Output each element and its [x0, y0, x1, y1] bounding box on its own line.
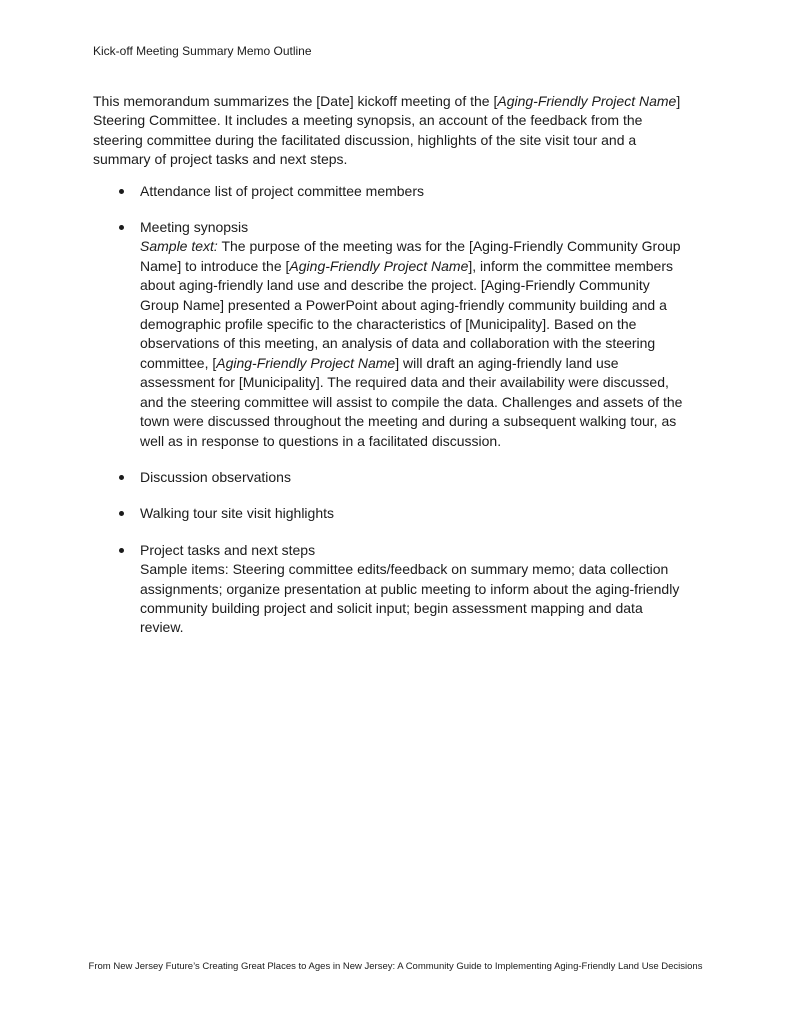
- bullet-marker: [119, 475, 124, 480]
- bullet-content: [140, 468, 743, 487]
- bullet-title: Meeting synopsis: [140, 219, 249, 236]
- text-run: Aging-Friendly Project Name: [289, 257, 469, 274]
- text-run: Aging-Friendly Project Name: [497, 93, 677, 109]
- text-run: Aging-Friendly Project Name: [216, 354, 396, 371]
- intro-paragraph: [93, 92, 743, 170]
- bullet-title: Project tasks and next steps: [140, 541, 316, 558]
- text-run: The purpose of the meeting was for the [Aging-Friendly Community Group: [217, 238, 681, 255]
- bullet-body-line: [140, 334, 743, 353]
- text-run: town were discussed throughout the meeting and during a subsequent walking tour, as: [140, 413, 677, 430]
- text-run: Name] to introduce the [: [140, 257, 290, 274]
- bullet-body-line: [140, 560, 743, 579]
- bullet-marker: [119, 189, 124, 194]
- intro-line: [93, 150, 743, 169]
- text-run: ], inform the committee members: [468, 257, 674, 274]
- bullet-title: Attendance list of project committee members: [140, 182, 425, 199]
- text-run: Steering Committee. It includes a meeting synopsis, an account of the feedback from the: [93, 112, 643, 129]
- intro-line: [93, 111, 743, 130]
- bullet-content: [140, 218, 743, 451]
- text-run: assignments; organize presentation at public meeting to inform about the aging-friendly: [140, 580, 680, 597]
- bullet-body-line: [140, 580, 743, 599]
- text-run: committee, [: [140, 354, 217, 371]
- bullet-body-line: [140, 237, 743, 256]
- bullet-body-line: [140, 373, 743, 392]
- text-run: This memorandum summarizes the [Date] kickoff meeting of the [: [93, 93, 498, 109]
- bullet-body-line: [140, 354, 743, 373]
- text-run: observations of this meeting, an analysis of data and collaboration with the steering: [140, 335, 656, 352]
- bullet-item: [93, 541, 743, 638]
- bullet-body-line: [140, 432, 743, 451]
- text-run: summary of project tasks and next steps.: [93, 151, 348, 168]
- bullet-item: [93, 218, 743, 451]
- bullet-content: [140, 504, 743, 523]
- bullet-item: [93, 468, 743, 487]
- text-run: ]: [676, 93, 681, 109]
- bullet-body-line: [140, 599, 743, 618]
- bullet-body-line: [140, 393, 743, 412]
- text-run: assessment for [Municipality]. The required data and their availability were discussed,: [140, 374, 669, 391]
- intro-line: [93, 92, 743, 111]
- text-run: ] will draft an aging-friendly land use: [395, 354, 619, 371]
- bullet-body-line: [140, 276, 743, 295]
- text-run: demographic profile specific to the characteristics of [Municipality]. Based on the: [140, 316, 637, 333]
- document-header-title: Kick-off Meeting Summary Memo Outline: [93, 44, 312, 58]
- bullet-content: [140, 182, 743, 201]
- text-run: Group Name] presented a PowerPoint about aging-friendly community building and a: [140, 296, 667, 313]
- intro-line: [93, 131, 743, 150]
- text-run: well as in response to questions in a facilitated discussion.: [140, 432, 502, 449]
- bullet-item: [93, 504, 743, 523]
- page-content: [93, 0, 743, 655]
- bullet-marker: [119, 548, 124, 553]
- text-run: community building project and solicit input; begin assessment mapping and data: [140, 599, 643, 616]
- bullet-body-line: [140, 412, 743, 431]
- text-run: and the steering committee will assist to compile the data. Challenges and assets of the: [140, 393, 683, 410]
- bullet-content: [140, 541, 743, 638]
- bullet-item: [93, 182, 743, 201]
- text-run: steering committee during the facilitated discussion, highlights of the site visit tour and a: [93, 131, 637, 148]
- bullet-body-line: [140, 257, 743, 276]
- text-run: Sample items: Steering committee edits/feedback on summary memo; data collection: [140, 561, 669, 578]
- bullet-body-line: [140, 618, 743, 637]
- bullet-list: [93, 182, 743, 638]
- text-run: about aging-friendly land use and describe the project. [Aging-Friendly Community: [140, 277, 650, 294]
- footer-attribution: From New Jersey Future’s Creating Great Places to Ages in New Jersey: A Community Guide to Implementing Aging-Friendly Land Use Decisions: [88, 961, 703, 972]
- bullet-body-line: [140, 315, 743, 334]
- text-run: review.: [140, 619, 184, 636]
- bullet-body-line: [140, 296, 743, 315]
- bullet-title: Discussion observations: [140, 468, 291, 485]
- bullet-marker: [119, 225, 124, 230]
- bullet-title: Walking tour site visit highlights: [140, 505, 335, 522]
- bullet-marker: [119, 511, 124, 516]
- text-run: Sample text:: [140, 238, 218, 255]
